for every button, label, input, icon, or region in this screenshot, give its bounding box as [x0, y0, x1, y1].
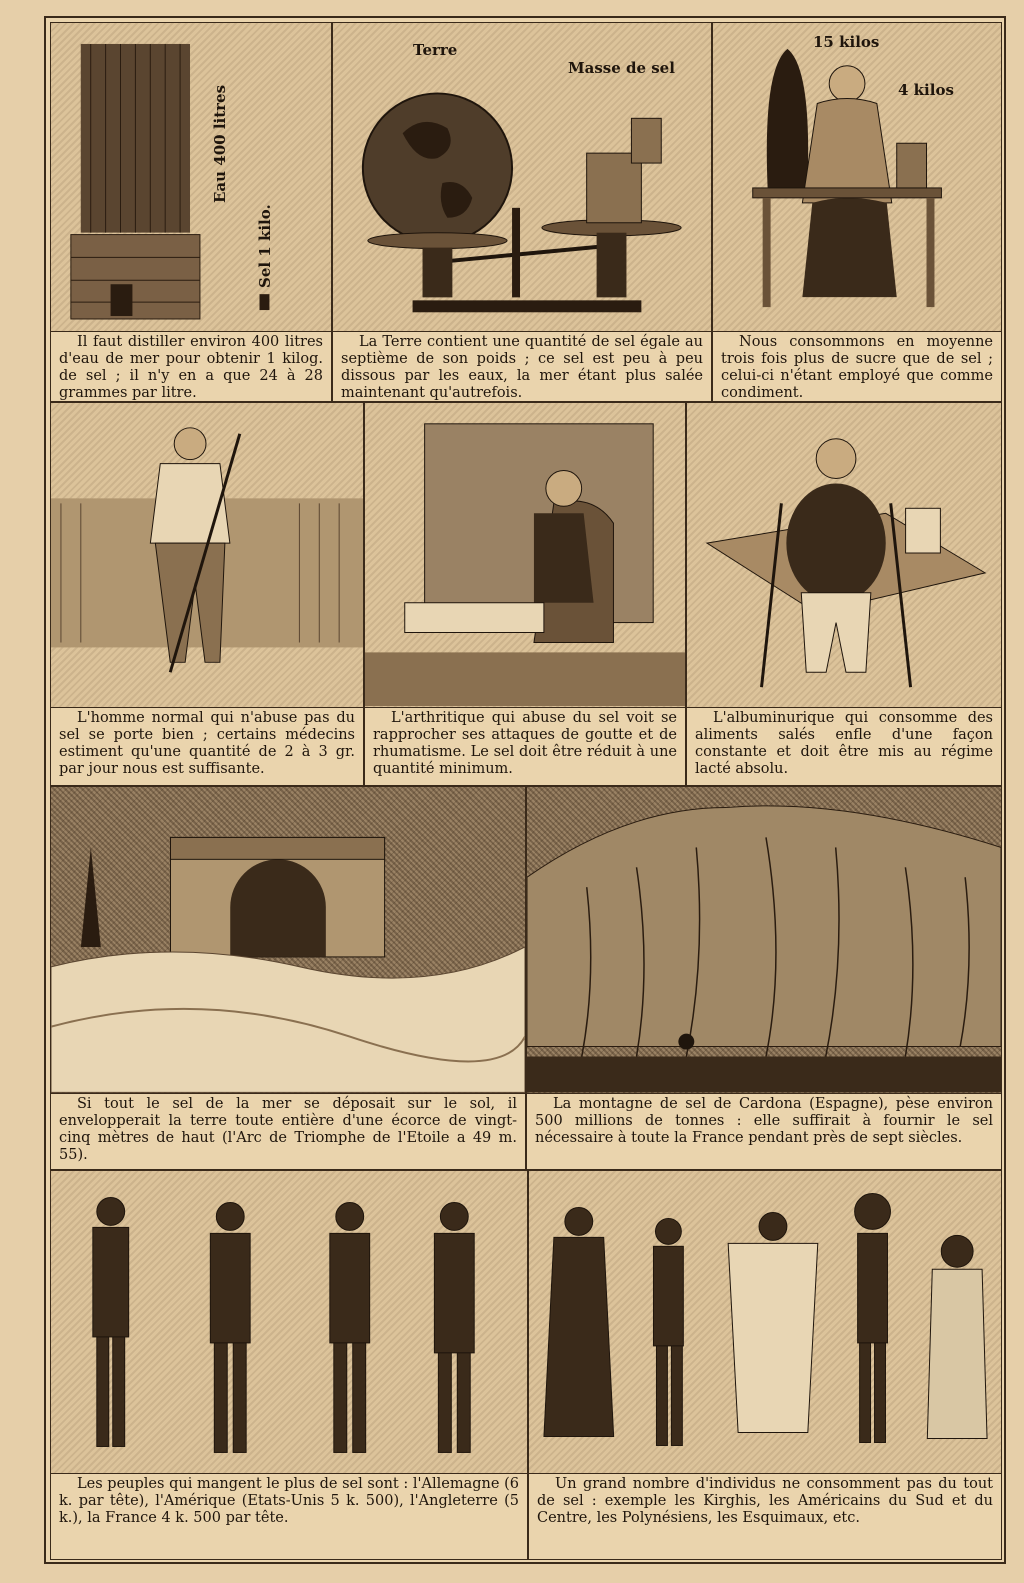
panel-arc	[50, 786, 526, 1170]
caption-arthritic: L'arthritique qui abuse du sel voit se rapprocher ses attaques de goutte et de rhumatisme. Le sel doit être réduit à une quantité minimum.	[373, 710, 677, 777]
label-earth: Terre	[413, 41, 458, 59]
earth-scale-illustration	[333, 23, 711, 332]
label-water: Eau 400 litres	[211, 84, 229, 203]
page-frame	[44, 16, 1006, 1564]
distill-illustration	[51, 23, 331, 332]
panel-peoples-none	[528, 1170, 1002, 1560]
caption-albuminuric: L'albuminurique qui consomme des aliments salés enfle d'une façon constante et doit être mis au régime lacté absolu.	[695, 710, 993, 777]
caption-peoples-most: Les peuples qui mangent le plus de sel sont : l'Allemagne (6 k. par tête), l'Amérique (Etats-Unis 5 k. 500), l'Angleterre (5 k.), la France 4 k. 500 par tête.	[59, 1476, 519, 1526]
panel-distill	[50, 22, 332, 402]
caption-distill: Il faut distiller environ 400 litres d'eau de mer pour obtenir 1 kilog. de sel ; il n'y en a que 24 à 28 grammes par litre.	[59, 334, 323, 401]
caption-normal-man: L'homme normal qui n'abuse pas du sel se porte bien ; certains médecins estiment qu'une quantité de 2 à 3 gr. par jour nous est suffisante.	[59, 710, 355, 777]
cardona-mountain-illustration	[527, 787, 1001, 1094]
caption-sugar: Nous consommons en moyenne trois fois plus de sucre que de sel ; celui-ci n'étant employé que comme condiment.	[721, 334, 993, 401]
panel-arthritic	[364, 402, 686, 786]
panel-cardona	[526, 786, 1002, 1170]
panel-sugar	[712, 22, 1002, 402]
panel-normal-man	[50, 402, 364, 786]
panel-peoples-most	[50, 1170, 528, 1560]
caption-cardona: La montagne de sel de Cardona (Espagne), pèse environ 500 millions de tonnes : elle suffirait à fournir le sel nécessaire à toute la France pendant près de sept siècles.	[535, 1096, 993, 1146]
albuminuric-illustration	[687, 403, 1001, 708]
panel-earth	[332, 22, 712, 402]
arc-illustration	[51, 787, 525, 1094]
peoples-none-illustration	[529, 1171, 1001, 1474]
peoples-most-illustration	[51, 1171, 527, 1474]
arthritic-illustration	[365, 403, 685, 708]
label-15-kilos: 15 kilos	[813, 33, 880, 51]
label-4-kilos: 4 kilos	[898, 81, 954, 99]
caption-arc: Si tout le sel de la mer se déposait sur le sol, il envelopperait la terre toute entière d'une écorce de vingt-cinq mètres de haut (l'Arc de Triomphe de l'Etoile a 49 m. 55).	[59, 1096, 517, 1163]
panel-albuminuric	[686, 402, 1002, 786]
label-salt-mass: Masse de sel	[568, 59, 675, 77]
caption-earth: La Terre contient une quantité de sel égale au septième de son poids ; ce sel est peu à peu dissous par les eaux, la mer étant plus salée maintenant qu'autrefois.	[341, 334, 703, 401]
normal-man-illustration	[51, 403, 363, 708]
caption-peoples-none: Un grand nombre d'individus ne consomment pas du tout de sel : exemple les Kirghis, les Américains du Sud et du Centre, les Polynésiens, les Esquimaux, etc.	[537, 1476, 993, 1526]
sugar-salt-illustration	[713, 23, 1001, 332]
label-salt-1kg: Sel 1 kilo.	[256, 204, 274, 288]
